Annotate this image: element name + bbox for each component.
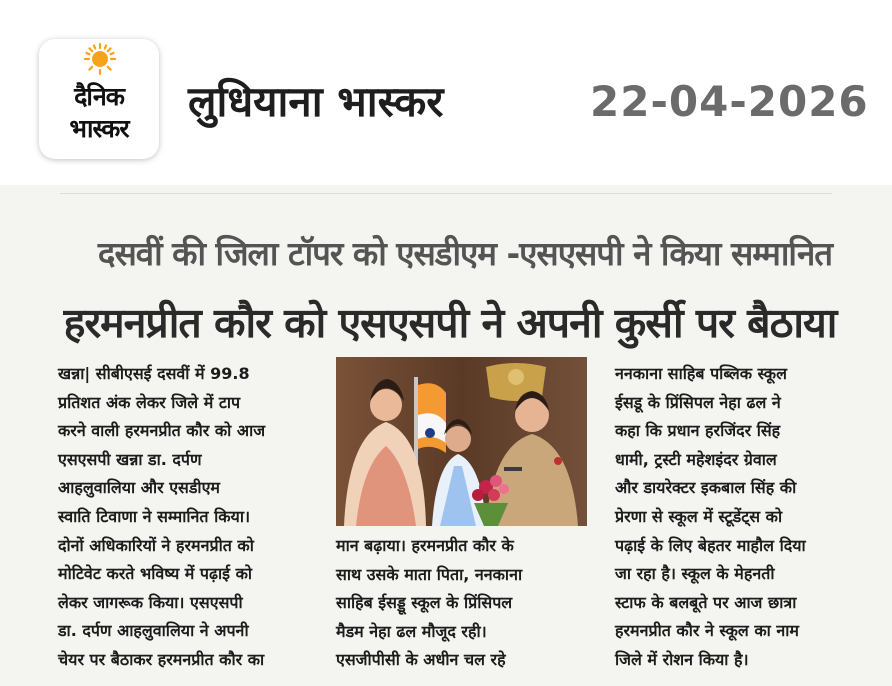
- photo-illustration: [336, 357, 587, 526]
- text-line: मान बढ़ाया। हरमनप्रीत कौर के: [336, 536, 514, 555]
- text-line: प्रेरणा से स्कूल में स्टूडेंट्स को: [615, 506, 783, 526]
- article-kicker: दसवीं की जिला टॉपर को एसडीएम -एसएसपी ने किया सम्मानित: [97, 234, 833, 273]
- divider: [60, 193, 832, 194]
- text-line: एसएसपी खन्ना डा. दर्पण: [58, 449, 202, 469]
- text-line: साथ उसके माता पिता, ननकाना: [336, 564, 523, 584]
- text-line: कहा कि प्रधान हरजिंदर सिंह: [615, 421, 781, 441]
- dainik-bhaskar-logo: [39, 39, 159, 159]
- text-line: स्वाति टिवाणा ने सम्मानित किया।: [58, 506, 251, 526]
- text-line: डा. दर्पण आहलुवालिया ने अपनी: [58, 621, 249, 641]
- text-line: करने वाली हरमनप्रीत कौर को आज: [58, 421, 266, 441]
- edition-title: लुधियाना भास्कर: [188, 77, 444, 126]
- text-line: स्टाफ के बलबूते पर आज छात्रा: [615, 592, 797, 612]
- text-line: जिले में रोशन किया है।: [615, 649, 749, 669]
- logo-text-line2: भास्कर: [69, 114, 129, 143]
- edition-date: 22-04-2026: [590, 77, 869, 126]
- text-line: प्रतिशत अंक लेकर जिले में टाप: [58, 392, 241, 412]
- text-line: लेकर जागरूक किया। एसएसपी: [58, 592, 243, 612]
- article-column-1: [58, 360, 313, 675]
- text-line: ननकाना साहिब पब्लिक स्कूल: [615, 364, 787, 383]
- text-line: जा रहा है। स्कूल के मेहनती: [615, 564, 775, 584]
- text-line: पढ़ाई के लिए बेहतर माहौल दिया: [615, 535, 806, 555]
- text-line: हरमनप्रीत कौर ने स्कूल का नाम: [615, 621, 799, 641]
- text-line: एसजीपीसी के अधीन चल रहे: [336, 650, 506, 670]
- text-line: साहिब ईसड्डू स्कूल के प्रिंसिपल: [336, 593, 513, 613]
- text-line: चेयर पर बैठाकर हरमनप्रीत कौर का: [58, 649, 265, 669]
- text-line: आहलुवालिया और एसडीएम: [58, 478, 220, 498]
- text-line: दोनों अधिकारियों ने हरमनप्रीत को: [58, 535, 254, 555]
- article-column-3: [615, 360, 865, 675]
- logo-text-line1: दैनिक: [74, 82, 124, 111]
- text-line: खन्ना| सीबीएसई दसवीं में 99.8: [58, 364, 250, 383]
- text-line: धामी, ट्रस्टी महेशइंदर ग्रेवाल: [615, 449, 777, 469]
- text-line: मोटिवेट करते भविष्य में पढ़ाई को: [58, 564, 253, 584]
- sun-icon: [84, 43, 116, 75]
- article-column-2: [336, 532, 591, 675]
- article-photo: [336, 357, 587, 526]
- article-headline: हरमनप्रीत कौर को एसएसपी ने अपनी कुर्सी पर बैठाया: [63, 299, 837, 347]
- text-line: और डायरेक्टर इकबाल सिंह की: [615, 478, 797, 498]
- text-line: ईसडू के प्रिंसिपल नेहा ढल ने: [615, 392, 781, 412]
- text-line: मैडम नेहा ढल मौजूद रही।: [336, 621, 487, 641]
